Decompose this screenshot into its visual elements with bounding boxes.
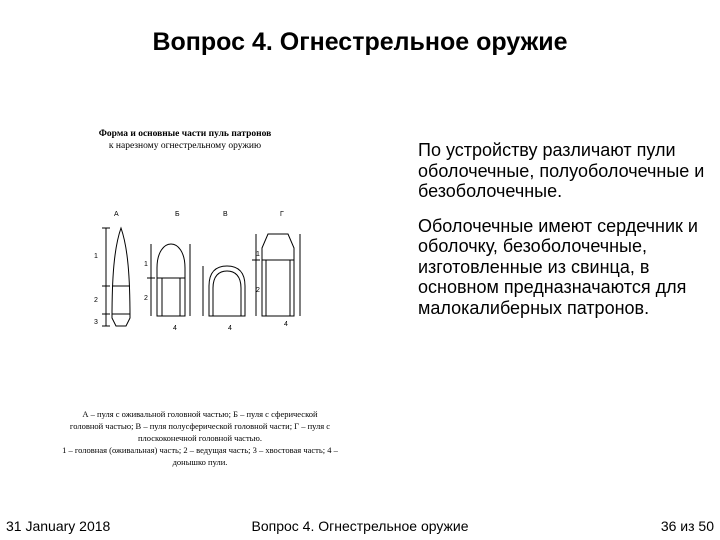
paragraph-bullet-types: По устройству различают пули оболочечные, полуоболочечные и безоболочечные. [418,140,705,201]
caption-line: головной частью; В – пуля полусферической головной части; Г – пуля с [69,421,331,431]
paragraph-bullet-construction: Оболочечные имеют сердечник и оболочку, безоболочечные, изготовленные из свинца, в основном предназначаются для малокалиберных патронов. [418,215,698,318]
bullet-b-part-1: 1 [144,261,148,268]
figure-caption [30,408,370,468]
caption-line: донышко пули. [172,457,228,467]
bullet-a-part-3: 3 [94,319,98,326]
bullet-drawing [30,128,370,408]
bullet-d-part-4: 4 [284,321,288,328]
bullet-d [252,234,300,316]
footer-title: Вопрос 4. Огнестрельное оружие [251,518,469,534]
figure-heading-line2: к нарезному огнестрельному оружию [108,141,262,151]
letter-b: Б [175,211,180,218]
bullet-c-part-4: 4 [228,325,232,332]
bullet-d-part-1: 1 [256,251,260,258]
bullet-c [203,266,245,316]
bullet-diagram-figure [30,128,370,478]
bullet-b-part-2: 2 [144,295,148,302]
slide-title: Вопрос 4. Огнестрельное оружие [152,28,568,56]
footer-date: 31 January 2018 [6,518,111,534]
slide-body-text [418,140,708,332]
figure-heading-line1: Форма и основные части пуль патронов [98,129,272,139]
bullet-b-part-4: 4 [173,325,177,332]
caption-line: 1 – головная (оживальная) часть; 2 – ведущая часть; 3 – хвостовая часть; 4 – [62,445,338,455]
letter-d: Г [280,211,284,218]
bullet-a-part-1: 1 [94,253,98,260]
caption-line: плоскоконечной головной частью. [137,433,263,443]
caption-line: А – пуля с оживальной головной частью; Б – пуля с сферической [82,409,318,419]
bullet-b [147,244,190,316]
letter-c: В [223,211,228,218]
bullet-d-part-2: 2 [256,287,260,294]
letter-a: А [114,211,119,218]
bullet-a [102,228,130,326]
footer-page-number: 36 из 50 [660,518,714,534]
bullet-a-part-2: 2 [94,297,98,304]
